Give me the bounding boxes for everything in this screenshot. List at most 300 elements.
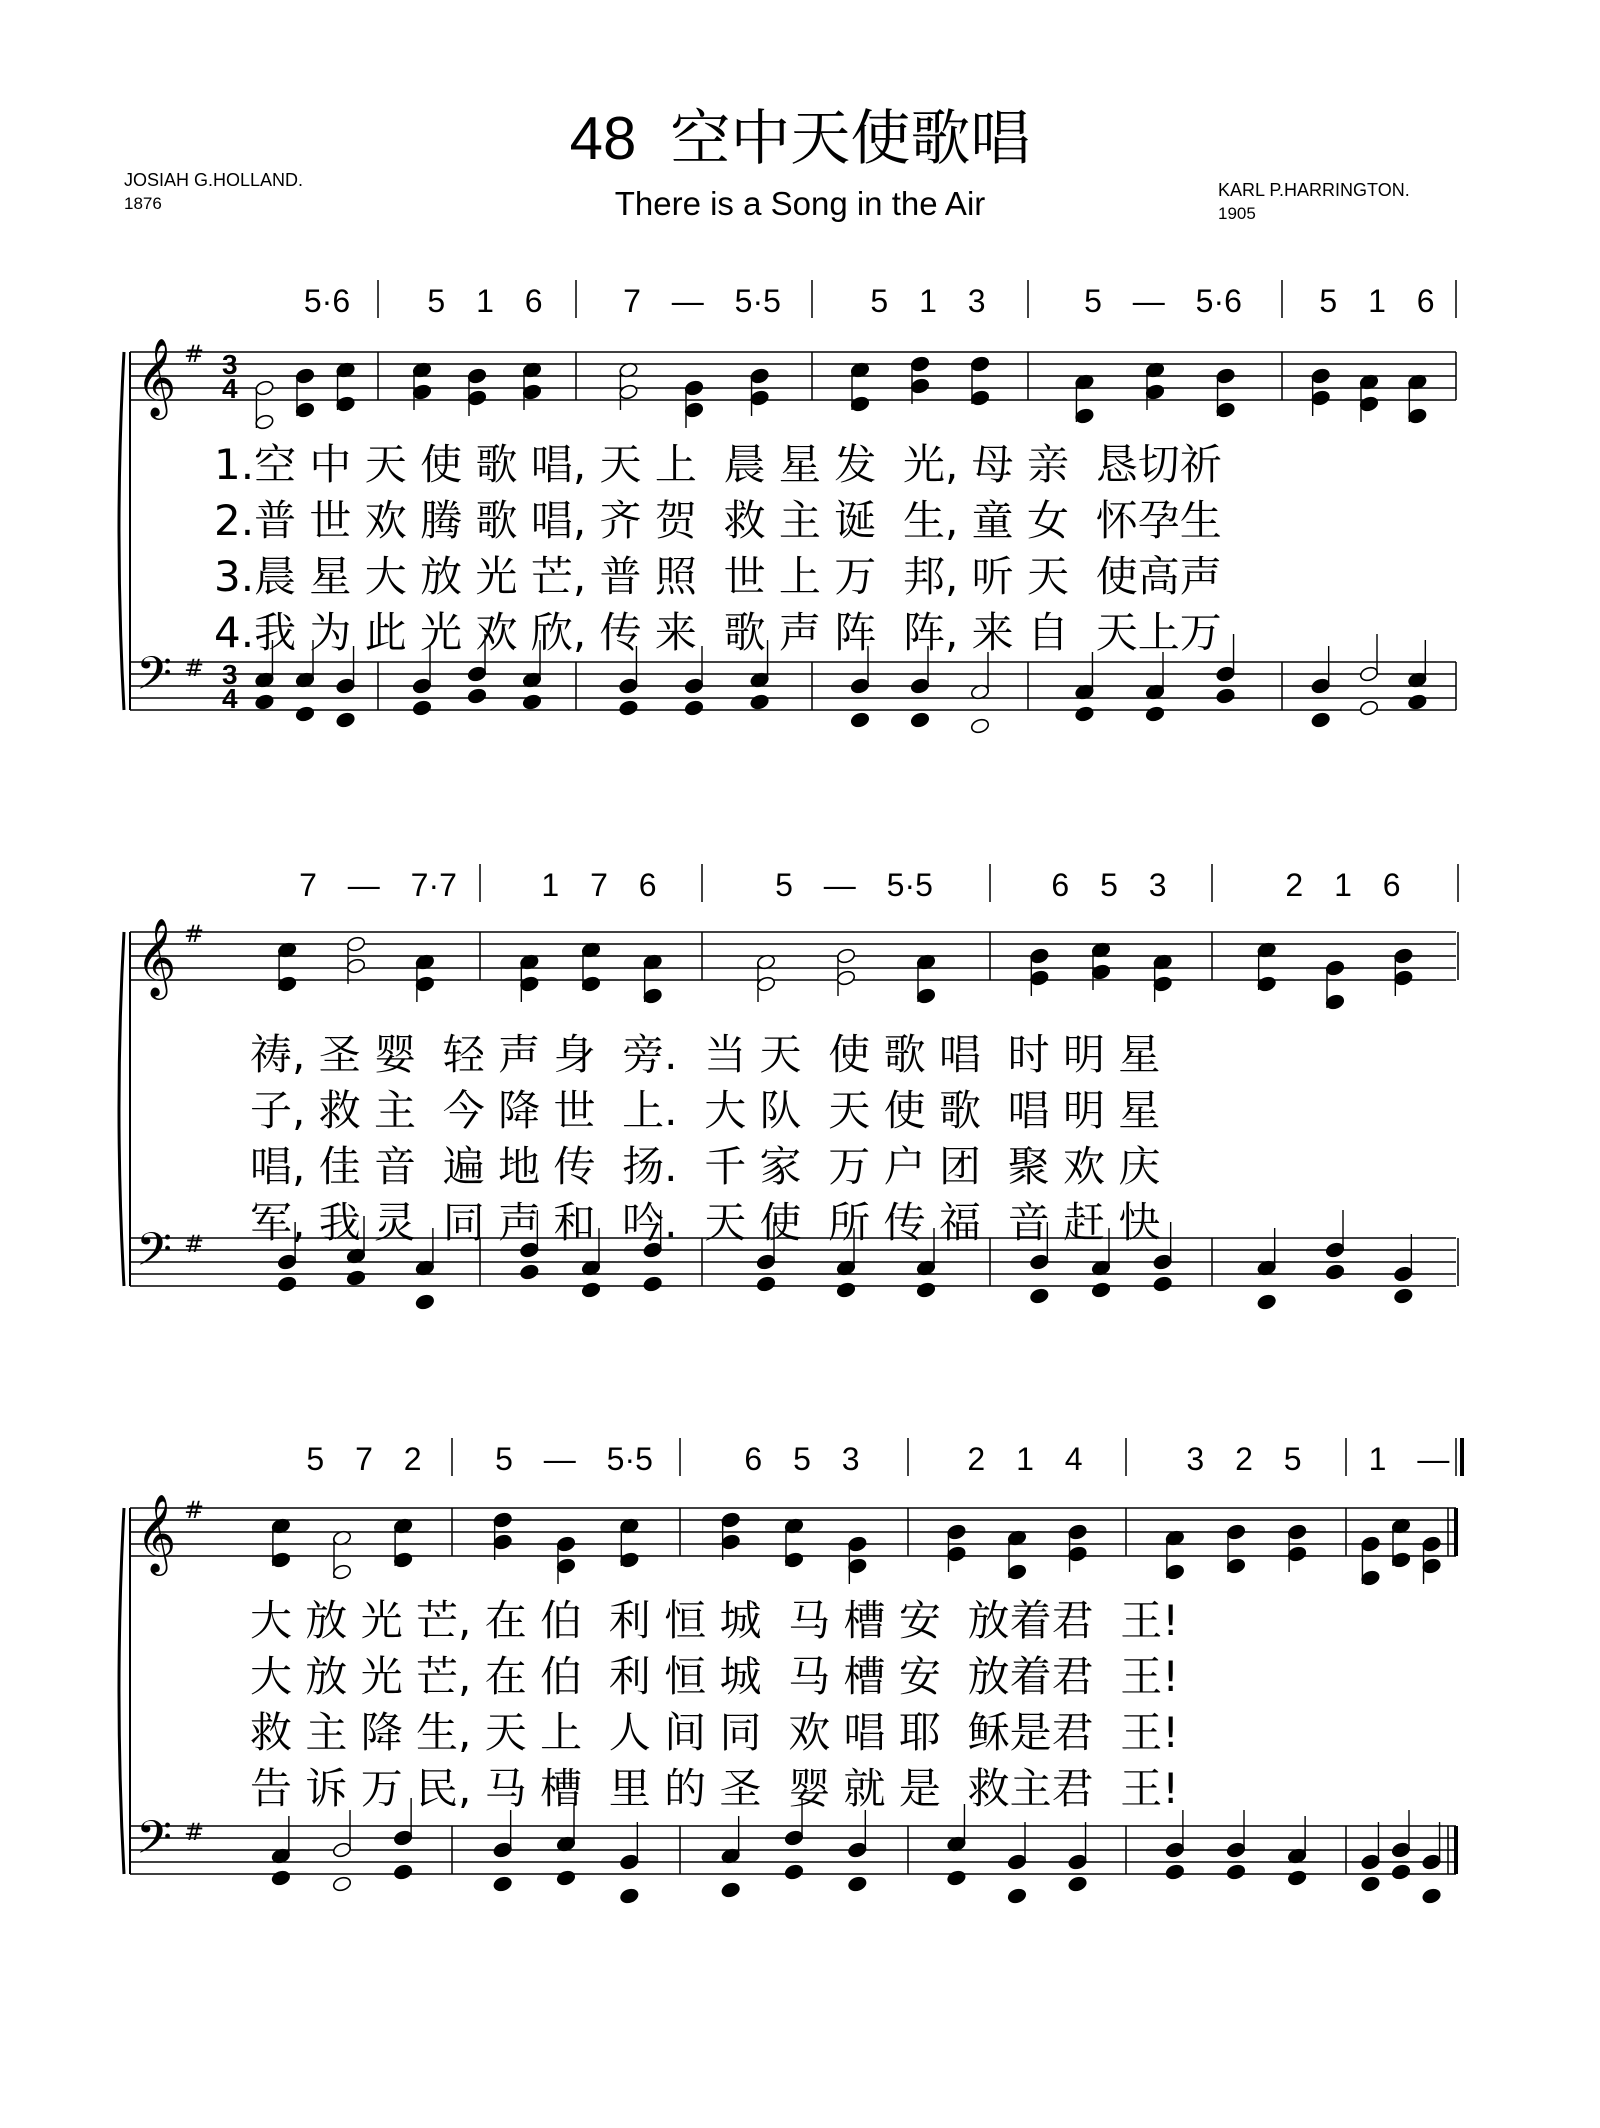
treble-clef-icon: 𝄞 [136,338,177,417]
bass-note [1359,699,1379,716]
notehead [556,1557,576,1574]
notehead [784,1829,804,1846]
notehead [1360,1853,1380,1870]
bass-note [1145,705,1165,722]
lyric-line: 大 放 光 芒, 在 伯 利 恒 城 马 槽 安 放着君 王! [250,1652,1180,1701]
notehead [1325,1241,1345,1258]
time-signature-top: 3 [222,349,238,380]
notehead [1359,665,1379,682]
bass-note [254,693,274,710]
notehead [847,1535,867,1552]
notehead [970,389,990,406]
treble-note [916,987,936,1004]
bass-clef-icon: 𝄢 [136,1223,173,1288]
notehead [618,383,638,400]
bass-note [1153,1275,1173,1292]
jianpu-measure: 5 — 5·6 [1084,283,1242,319]
bass-note [332,1875,352,1892]
notehead [277,1275,297,1292]
treble-note [1393,969,1413,986]
treble-clef-icon: 𝄞 [136,1494,177,1573]
notehead [946,1545,966,1562]
bass-note [1360,1875,1380,1892]
notehead [1311,367,1331,384]
notehead [1165,1863,1185,1880]
notehead [467,687,487,704]
time-signature-treble [222,349,238,404]
key-signature-bass: # [184,654,205,682]
notehead [1068,1523,1088,1540]
jianpu-measure: 2 1 4 [967,1441,1083,1477]
key-signature-treble: # [184,920,205,948]
notehead [850,677,870,694]
bass-note [295,705,315,722]
treble-note [946,1545,966,1562]
lyric-line: 1.空 中 天 使 歌 唱, 天 上 晨 星 发 光, 母 亲 恳切祈 [214,440,1222,489]
notehead [1165,1841,1185,1858]
bass-note [784,1863,804,1880]
treble-note [1226,1557,1246,1574]
treble-note [519,975,539,992]
bass-note [750,693,770,710]
bass-note [1422,1822,1442,1871]
notehead [493,1511,513,1528]
notehead [836,969,856,986]
notehead [970,717,990,734]
treble-note [1165,1563,1185,1580]
notehead [271,1551,291,1568]
notehead [519,1263,539,1280]
notehead [412,699,432,716]
treble-note [336,395,356,412]
treble-note [522,383,542,400]
notehead [618,677,638,694]
notehead [619,1853,639,1870]
jianpu-measure: 5 1 6 [427,283,543,319]
notehead [618,699,638,716]
bass-note [1216,687,1236,704]
notehead [684,401,704,418]
treble-note [643,987,663,1004]
jianpu-measure: 3 2 5 [1186,1441,1302,1477]
lyric-line: 2.普 世 欢 腾 歌 唱, 齐 贺 救 主 诞 生, 童 女 怀孕生 [214,496,1222,545]
bass-note [1226,1863,1246,1880]
bass-note [1226,1810,1246,1859]
notehead [1216,665,1236,682]
bass-note [556,1869,576,1886]
bass-note [619,1822,639,1871]
notehead [1257,1293,1277,1310]
notehead [336,395,356,412]
notehead [850,711,870,728]
notehead [1422,1853,1442,1870]
bass-note [277,1275,297,1292]
notehead [1007,1887,1027,1904]
notehead [750,693,770,710]
bass-note [1029,1287,1049,1304]
notehead [1407,407,1427,424]
notehead [1007,1853,1027,1870]
hymn-title-en: There is a Song in the Air [614,185,986,222]
bass-note [393,1863,413,1880]
notehead [1153,975,1173,992]
bass-note [1145,652,1165,701]
bass-clef-icon: 𝄢 [136,1811,173,1876]
notehead [393,1863,413,1880]
key-signature-bass: # [184,1818,205,1846]
hymn-number: 48 [569,105,637,172]
bass-note [1287,1869,1307,1886]
treble-note [1360,1569,1380,1586]
notehead [1422,1887,1442,1904]
notehead [1287,1523,1307,1540]
notehead [1216,401,1236,418]
notehead [850,395,870,412]
bass-note [1165,1863,1185,1880]
words-author: JOSIAH G.HOLLAND. [124,170,304,190]
notehead [619,1887,639,1904]
notehead [1311,677,1331,694]
notehead [393,1551,413,1568]
treble-note [271,1551,291,1568]
key-signature-bass: # [184,1230,205,1258]
notehead [254,693,274,710]
notehead [556,1535,576,1552]
bass-note [1091,1281,1111,1298]
notehead [332,1841,352,1858]
notehead [1360,1569,1380,1586]
bass-note [756,1275,776,1292]
brace-icon [119,932,124,1286]
notehead [643,1275,663,1292]
lyric-line: 唱, 佳 音 遍 地 传 扬. 千 家 万 户 团 聚 欢 庆 [250,1142,1161,1191]
treble-note [784,1551,804,1568]
bass-note [1068,1822,1088,1871]
notehead [1325,1263,1345,1280]
notehead [1391,1841,1411,1858]
notehead [1091,1281,1111,1298]
notehead [1068,1545,1088,1562]
hymn-title-zh: 空中天使歌唱 [670,105,1031,172]
jianpu-measure: 6 5 3 [1051,867,1167,903]
notehead [1257,975,1277,992]
bass-note [916,1281,936,1298]
notehead [522,383,542,400]
notehead [836,947,856,964]
notehead [1029,1253,1049,1270]
notehead [493,1533,513,1550]
bass-note [684,699,704,716]
bass-note [346,1269,366,1286]
notehead [756,1253,776,1270]
bass-note [1287,1816,1307,1865]
notehead [1287,1545,1307,1562]
notehead [916,1281,936,1298]
treble-note [836,969,856,986]
jianpu-measure: 5 7 2 [306,1441,422,1477]
treble-note [847,1557,867,1574]
notehead [910,377,930,394]
treble-note [393,1551,413,1568]
notehead [619,1551,639,1568]
lyric-line: 军, 我 灵 同 声 和 吟. 天 使 所 传 福 音 赶 快 [250,1198,1161,1247]
notehead [1391,1863,1411,1880]
notehead [1216,687,1236,704]
treble-clef-icon: 𝄞 [136,918,177,997]
notehead [1226,1863,1246,1880]
notehead [910,355,930,372]
notehead [1360,1535,1380,1552]
bass-note [1391,1810,1411,1859]
bass-note [336,711,356,728]
bass-staff [130,662,1456,710]
bass-note [1311,646,1331,695]
notehead [910,677,930,694]
treble-note [618,383,638,400]
bass-note [493,1810,513,1859]
treble-note [1068,1545,1088,1562]
notehead [1029,1287,1049,1304]
jianpu-measure: 1 7 6 [541,867,657,903]
lyric-line: 3.晨 星 大 放 光 芒, 普 照 世 上 万 邦, 听 天 使高声 [214,552,1222,601]
notehead [346,935,366,952]
jianpu-measure: 7 — 5·5 [623,283,781,319]
notehead [1068,1853,1088,1870]
notehead [519,975,539,992]
bass-note [1311,711,1331,728]
bass-note [910,711,930,728]
treble-note [412,383,432,400]
notehead [1074,705,1094,722]
jianpu-measure: 5·6 [303,283,351,319]
treble-note [970,389,990,406]
notehead [415,975,435,992]
notehead [847,1841,867,1858]
treble-note [1391,1551,1411,1568]
notehead [1407,693,1427,710]
notehead [784,1863,804,1880]
notehead [1153,1275,1173,1292]
bass-clef-icon: 𝄢 [136,647,173,712]
notehead [415,1293,435,1310]
treble-note [1091,963,1111,980]
bass-note [332,1810,352,1859]
treble-note [1257,975,1277,992]
treble-note [1359,395,1379,412]
bass-note [1007,1887,1027,1904]
notehead [910,711,930,728]
treble-note [1407,407,1427,424]
notehead [1287,1869,1307,1886]
treble-note [684,401,704,418]
treble-note [750,389,770,406]
notehead [946,1523,966,1540]
lyric-line: 救 主 降 生, 天 上 人 间 同 欢 唱 耶 稣是君 王! [250,1708,1180,1757]
notehead [643,987,663,1004]
notehead [393,1829,413,1846]
bass-note [271,1816,291,1865]
time-signature-bottom: 4 [222,373,238,404]
bass-note [721,1816,741,1865]
notehead [295,401,315,418]
notehead [1091,963,1111,980]
notehead [1359,395,1379,412]
bass-note [1407,693,1427,710]
treble-note [1422,1557,1442,1574]
notehead [346,957,366,974]
notehead [1145,705,1165,722]
treble-note [415,975,435,992]
treble-note [1311,389,1331,406]
bass-note [721,1881,741,1898]
notehead [1393,947,1413,964]
brace-icon [119,1508,124,1874]
lyric-line: 子, 救 主 今 降 世 上. 大 队 天 使 歌 唱 明 星 [250,1086,1161,1135]
bass-note [1074,705,1094,722]
bass-note [1257,1228,1277,1277]
key-signature-treble: # [184,340,205,368]
notehead [1325,959,1345,976]
notehead [721,1881,741,1898]
notehead [1393,1287,1413,1304]
notehead [916,987,936,1004]
notehead [1029,947,1049,964]
treble-staff [130,932,1456,980]
treble-note [721,1533,741,1550]
notehead [946,1869,966,1886]
notehead [1226,1557,1246,1574]
notehead [1391,1551,1411,1568]
bass-note [1257,1293,1277,1310]
notehead [1029,969,1049,986]
notehead [581,975,601,992]
notehead [1226,1841,1246,1858]
bass-note [1407,640,1427,689]
treble-note [277,975,297,992]
treble-note [1029,969,1049,986]
jianpu-measure: 5 — 5·5 [775,867,933,903]
bass-note [1393,1287,1413,1304]
bass-note [522,693,542,710]
lyric-line: 4.我 为 此 光 欢 欣, 传 来 歌 声 阵 阵, 来 自 天上万 [214,608,1222,657]
notehead [970,355,990,372]
bass-note [1007,1822,1027,1871]
notehead [756,975,776,992]
notehead [847,1875,867,1892]
treble-note [619,1551,639,1568]
jianpu-measure: 5 1 3 [870,283,986,319]
notehead [1226,1523,1246,1540]
bass-note [1165,1810,1185,1859]
notehead [412,677,432,694]
notehead [295,367,315,384]
notehead [1216,367,1236,384]
notehead [467,367,487,384]
notehead [346,1269,366,1286]
treble-note [1074,407,1094,424]
time-signature-bass [222,659,238,714]
treble-note [1325,993,1345,1010]
jianpu-measure: 2 1 6 [1285,867,1401,903]
bass-note [412,699,432,716]
bass-note [850,711,870,728]
treble-note [756,975,776,992]
treble-note [295,401,315,418]
notehead [493,1875,513,1892]
bass-note [1068,1875,1088,1892]
bass-note [1422,1887,1442,1904]
notehead [684,379,704,396]
notehead [1145,383,1165,400]
notehead [467,665,487,682]
bass-note [1325,1210,1345,1259]
notehead [1325,993,1345,1010]
notehead [522,693,542,710]
notehead [1359,699,1379,716]
notehead [1311,711,1331,728]
notehead [1165,1563,1185,1580]
notehead [277,975,297,992]
notehead [750,389,770,406]
notehead [1007,1563,1027,1580]
notehead [336,677,356,694]
notehead [1360,1875,1380,1892]
treble-note [910,377,930,394]
bass-note [271,1869,291,1886]
notehead [332,1563,352,1580]
bass-note [1325,1263,1345,1280]
bass-note [643,1275,663,1292]
notehead [336,711,356,728]
notehead [332,1875,352,1892]
time-signature-bottom: 4 [222,683,238,714]
notehead [581,1281,601,1298]
treble-note [850,395,870,412]
lyric-line: 告 诉 万 民, 马 槽 里 的 圣 婴 就 是 救主君 王! [250,1764,1180,1813]
notehead [847,1557,867,1574]
bass-note [847,1810,867,1859]
notehead [1311,389,1331,406]
notehead [721,1511,741,1528]
treble-note [467,389,487,406]
notehead [493,1841,513,1858]
notehead [277,1253,297,1270]
bass-note [946,1869,966,1886]
treble-note [581,975,601,992]
notehead [784,1551,804,1568]
bass-note [1074,652,1094,701]
lyric-line: 大 放 光 芒, 在 伯 利 恒 城 马 槽 安 放着君 王! [250,1596,1180,1645]
treble-note [1007,1563,1027,1580]
notehead [684,677,704,694]
bass-note [970,652,990,701]
notehead [750,367,770,384]
bass-note [1360,1822,1380,1871]
jianpu-measure: 5 1 6 [1319,283,1435,319]
bass-note [618,699,638,716]
bass-note [581,1281,601,1298]
notehead [1074,407,1094,424]
bass-note [493,1875,513,1892]
treble-staff [130,352,1456,400]
jianpu-measure: 5 — 5·5 [495,1441,653,1477]
jianpu-measure: 7 — 7·7 [299,867,457,903]
key-signature-treble: # [184,1496,205,1524]
notehead [271,1869,291,1886]
notehead [254,379,274,396]
notehead [467,389,487,406]
jianpu-measure: 1 — [1368,1441,1450,1477]
